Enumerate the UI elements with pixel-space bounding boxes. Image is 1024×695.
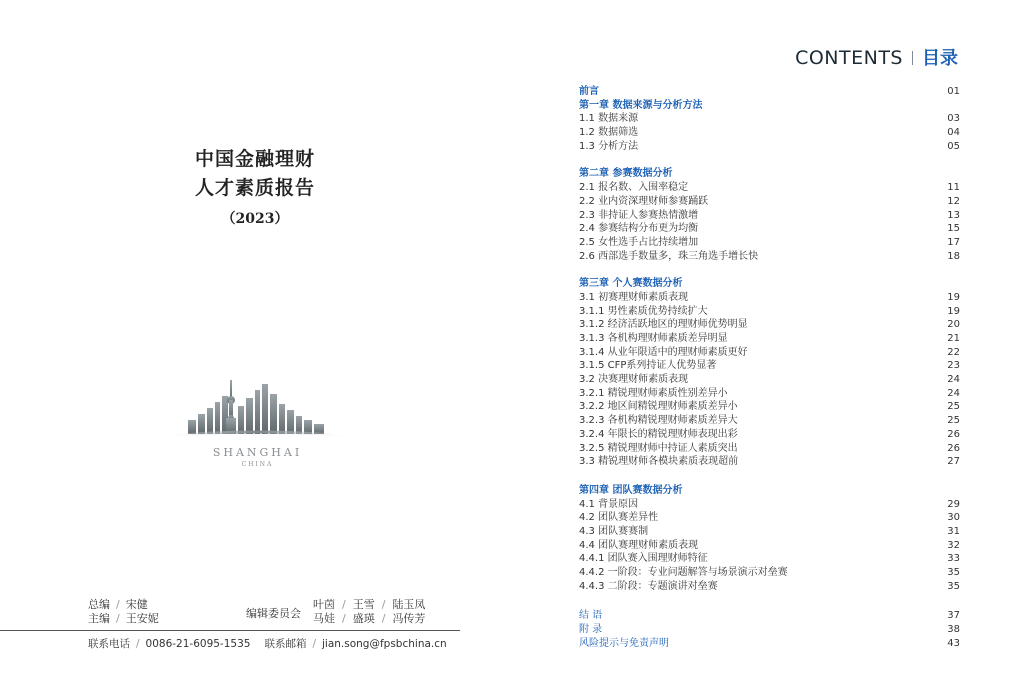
toc-entry-page: 11 bbox=[947, 182, 960, 194]
toc-entry-title: 2.3 非持证人参赛热情激增 bbox=[579, 209, 699, 221]
toc-entry-title: 1.2 数据筛选 bbox=[579, 127, 639, 139]
toc-entry-title: 3.2.2 地区间精锐理财师素质差异小 bbox=[579, 401, 738, 413]
toc-entry[interactable] bbox=[579, 387, 960, 401]
toc-group bbox=[579, 277, 960, 469]
toc-entry-title: 4.4.3 二阶段：专题演讲对垒赛 bbox=[579, 580, 718, 592]
toc-entry[interactable] bbox=[579, 181, 960, 195]
skyline-caption: SHANGHAI bbox=[212, 446, 303, 459]
toc-entry-title: 附 录 bbox=[579, 624, 603, 636]
toc-entry-page: 22 bbox=[947, 346, 960, 358]
phone-number: 0086-21-6095-1535 bbox=[145, 638, 251, 650]
toc-entry-title: 2.1 报名数、入围率稳定 bbox=[579, 182, 689, 194]
toc-entry-page: 19 bbox=[947, 305, 960, 317]
toc-entry-page: 25 bbox=[947, 401, 960, 413]
toc-entry[interactable] bbox=[579, 511, 960, 525]
report-year: （2023） bbox=[221, 211, 289, 227]
toc-entry[interactable] bbox=[579, 552, 960, 566]
committee-member: 王雪 bbox=[352, 598, 375, 611]
toc-entry[interactable] bbox=[579, 346, 960, 360]
toc-entry-page: 38 bbox=[947, 624, 960, 636]
shanghai-skyline-icon bbox=[160, 378, 355, 440]
contents-heading bbox=[795, 44, 958, 70]
toc-entry[interactable] bbox=[579, 140, 960, 154]
toc-group bbox=[579, 484, 960, 594]
toc-group bbox=[579, 609, 960, 650]
toc-entry-title: 4.4 团队赛理财师素质表现 bbox=[579, 539, 699, 551]
committee-label: 编辑委员会 bbox=[246, 607, 301, 620]
toc-entry-page: 15 bbox=[947, 223, 960, 235]
committee-member: 马娃 bbox=[313, 612, 335, 625]
toc-entry-title: 3.1.2 经济活跃地区的理财师优势明显 bbox=[579, 319, 748, 331]
toc-entry[interactable] bbox=[579, 126, 960, 140]
contents-title-en: CONTENTS bbox=[795, 47, 903, 69]
toc-entry-title: 风险提示与免责声明 bbox=[579, 637, 669, 649]
editor-name: 王安妮 bbox=[125, 612, 159, 625]
toc-entry[interactable] bbox=[579, 236, 960, 250]
toc-entry-title: 4.1 背景原因 bbox=[579, 498, 639, 510]
toc-entry[interactable] bbox=[579, 442, 960, 456]
toc-entry[interactable] bbox=[579, 359, 960, 373]
toc-entry[interactable] bbox=[579, 332, 960, 346]
committee-member: 盛瑛 bbox=[352, 612, 375, 625]
toc-entry[interactable] bbox=[579, 112, 960, 126]
separator: / bbox=[381, 598, 386, 611]
toc-entry[interactable] bbox=[579, 99, 960, 113]
toc-entry-page: 32 bbox=[947, 539, 960, 551]
toc-entry-title: 3.2.3 各机构精锐理财师素质差异大 bbox=[579, 415, 738, 427]
toc-entry[interactable] bbox=[579, 539, 960, 553]
skyline-subcaption: CHINA bbox=[241, 461, 274, 468]
toc-entry[interactable] bbox=[579, 373, 960, 387]
toc-entry-page: 35 bbox=[947, 580, 960, 592]
toc-entry-page: 05 bbox=[947, 140, 960, 152]
toc-entry-title: 2.6 西部选手数量多，珠三角选手增长快 bbox=[579, 250, 759, 262]
toc-entry-page: 30 bbox=[947, 512, 960, 524]
toc-entry[interactable] bbox=[579, 291, 960, 305]
toc-entry-title: 3.2.4 年限长的精锐理财师表现出彩 bbox=[579, 428, 738, 440]
toc-group bbox=[579, 85, 960, 153]
toc-entry-title: 第二章 参赛数据分析 bbox=[579, 168, 673, 180]
toc-entry-page: 13 bbox=[947, 209, 960, 221]
toc-group bbox=[579, 167, 960, 263]
chief-editor-name: 宋健 bbox=[125, 598, 148, 611]
toc-entry-page: 04 bbox=[947, 127, 960, 139]
toc-entry-page: 29 bbox=[947, 498, 960, 510]
toc-entry-page: 35 bbox=[947, 567, 960, 578]
toc-entry-page: 27 bbox=[947, 456, 960, 468]
toc-entry-title: 1.3 分析方法 bbox=[579, 140, 639, 152]
report-title bbox=[150, 145, 360, 203]
contact-line bbox=[88, 636, 447, 651]
separator: / bbox=[116, 598, 120, 611]
toc-entry[interactable] bbox=[579, 250, 960, 264]
toc-entry-page: 37 bbox=[947, 610, 960, 622]
toc-entry-title: 前言 bbox=[579, 86, 599, 97]
editor-credits bbox=[88, 598, 159, 626]
toc-entry-page: 25 bbox=[947, 415, 960, 427]
toc-entry-title: 2.4 参赛结构分布更为均衡 bbox=[579, 223, 699, 235]
toc-entry-title: 1.1 数据来源 bbox=[579, 113, 639, 125]
toc-entry-page: 24 bbox=[947, 374, 960, 386]
toc-entry-page: 43 bbox=[947, 637, 960, 649]
toc-entry-page: 19 bbox=[947, 291, 960, 303]
toc-entry[interactable] bbox=[579, 623, 960, 637]
toc-entry-title: 4.4.1 团队赛入围理财师特征 bbox=[579, 553, 708, 565]
toc-entry-title: 3.2.5 精锐理财师中持证人素质突出 bbox=[579, 442, 738, 454]
toc-entry[interactable] bbox=[579, 222, 960, 236]
toc-entry[interactable] bbox=[579, 167, 960, 181]
committee-member: 叶茵 bbox=[313, 598, 335, 611]
committee-member: 冯传芳 bbox=[392, 612, 426, 625]
toc-entry[interactable] bbox=[579, 305, 960, 319]
toc-entry-page: 33 bbox=[947, 553, 960, 565]
separator: / bbox=[342, 612, 346, 625]
separator: / bbox=[381, 612, 386, 625]
toc-entry[interactable] bbox=[579, 318, 960, 332]
toc-entry-page: 24 bbox=[947, 387, 960, 399]
toc-entry-title: 3.2 决赛理财师素质表现 bbox=[579, 374, 689, 386]
toc-entry[interactable] bbox=[579, 484, 960, 498]
toc-entry[interactable] bbox=[579, 566, 960, 580]
toc-entry[interactable] bbox=[579, 277, 960, 291]
toc-entry-title: 3.1 初赛理财师素质表现 bbox=[579, 291, 689, 303]
toc-entry[interactable] bbox=[579, 455, 960, 469]
toc-entry-page: 12 bbox=[947, 195, 960, 207]
toc-entry[interactable] bbox=[579, 209, 960, 223]
toc-entry-page: 26 bbox=[947, 428, 960, 440]
footer-divider bbox=[0, 630, 460, 631]
toc-entry-page: 21 bbox=[947, 333, 960, 344]
toc-entry-page: 23 bbox=[947, 360, 960, 372]
toc-entry-title: 第一章 数据来源与分析方法 bbox=[579, 99, 703, 111]
table-of-contents bbox=[579, 85, 960, 664]
chief-editor-label: 总编 bbox=[88, 598, 110, 611]
toc-entry-page: 20 bbox=[947, 319, 960, 331]
toc-entry[interactable] bbox=[579, 414, 960, 428]
heading-divider bbox=[912, 51, 913, 65]
report-title-line1: 中国金融理财 bbox=[194, 148, 315, 170]
toc-entry[interactable] bbox=[579, 525, 960, 539]
toc-entry-title: 4.4.2 一阶段：专业问题解答与场景演示对垒赛 bbox=[579, 567, 788, 578]
phone-label: 联系电话 bbox=[88, 638, 130, 650]
toc-entry[interactable] bbox=[579, 195, 960, 209]
toc-entry-page: 31 bbox=[947, 525, 960, 537]
separator: / bbox=[312, 638, 316, 650]
toc-entry[interactable] bbox=[579, 428, 960, 442]
separator: / bbox=[116, 612, 120, 625]
toc-entry[interactable] bbox=[579, 609, 960, 623]
toc-entry-title: 第四章 团队赛数据分析 bbox=[579, 484, 683, 496]
editor-label: 主编 bbox=[88, 612, 110, 625]
contents-title-zh: 目录 bbox=[922, 48, 958, 69]
toc-entry-title: 2.5 女性选手占比持续增加 bbox=[579, 236, 699, 248]
toc-entry-page: 17 bbox=[947, 236, 960, 248]
toc-entry-title: 2.2 业内资深理财师参赛踊跃 bbox=[579, 195, 709, 207]
toc-entry-title: 3.2.1 精锐理财师素质性别差异小 bbox=[579, 387, 728, 399]
toc-entry-title: 结 语 bbox=[579, 610, 603, 622]
toc-entry[interactable] bbox=[579, 498, 960, 512]
toc-entry-title: 3.1.3 各机构理财师素质差异明显 bbox=[579, 333, 728, 344]
toc-entry-page: 01 bbox=[947, 86, 960, 97]
committee-members bbox=[313, 598, 425, 626]
toc-entry[interactable] bbox=[579, 400, 960, 414]
separator: / bbox=[342, 598, 346, 611]
email-address: jian.song@fpsbchina.cn bbox=[322, 638, 447, 650]
toc-entry-title: 4.3 团队赛赛制 bbox=[579, 525, 649, 537]
email-label: 联系邮箱 bbox=[264, 638, 307, 650]
toc-entry-title: 3.3 精锐理财师各模块素质表现超前 bbox=[579, 456, 739, 468]
toc-entry[interactable] bbox=[579, 637, 960, 651]
toc-entry-page: 18 bbox=[947, 250, 960, 262]
toc-entry-title: 第三章 个人赛数据分析 bbox=[579, 278, 683, 290]
separator: / bbox=[136, 638, 140, 650]
toc-entry[interactable] bbox=[579, 85, 960, 99]
committee-member: 陆玉凤 bbox=[392, 598, 426, 611]
toc-entry-title: 4.2 团队赛差异性 bbox=[579, 512, 659, 524]
toc-entry-title: 3.1.5 CFP系列持证人优势显著 bbox=[579, 360, 717, 372]
right-page bbox=[512, 0, 1024, 695]
toc-entry-title: 3.1.4 从业年限适中的理财师素质更好 bbox=[579, 346, 748, 358]
toc-entry-page: 03 bbox=[947, 113, 960, 125]
report-title-line2: 人才素质报告 bbox=[194, 177, 315, 199]
toc-entry-page: 26 bbox=[947, 442, 960, 454]
toc-entry[interactable] bbox=[579, 580, 960, 594]
toc-entry-title: 3.1.1 男性素质优势持续扩大 bbox=[579, 305, 708, 317]
